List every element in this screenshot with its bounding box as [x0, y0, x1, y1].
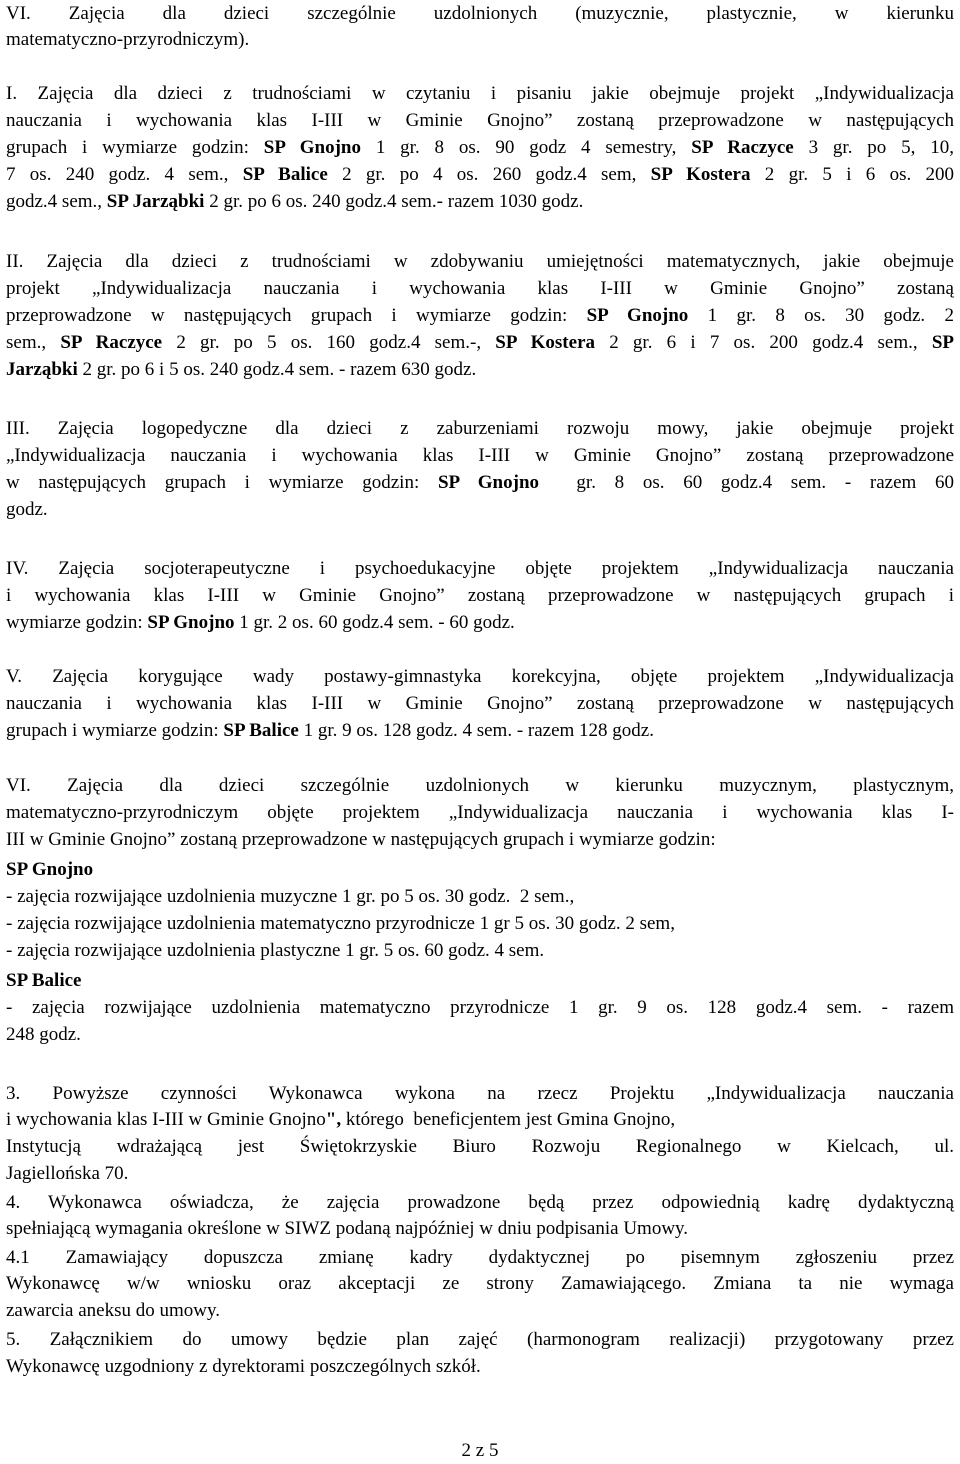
text-segment: 4.1 Zamawiający dopuszcza zmianę kadry dydaktycznej po pisemnym zgłoszeniu przez: [6, 1247, 954, 1268]
text-segment: nauczania i wychowania klas I-III w Gminie Gnojno” zostaną przeprowadzone w następujących: [6, 110, 954, 131]
text-segment: zawarcia aneksu do umowy.: [6, 1300, 221, 1321]
text-line: [6, 1134, 954, 1160]
text-segment: 5. Załącznikiem do umowy będzie plan zajęć (harmonogram realizacji) przygotowany przez: [6, 1329, 954, 1350]
text-line: [6, 276, 954, 302]
text-segment: godz.: [6, 499, 48, 520]
text-line: [6, 416, 954, 442]
bold-text: ",: [325, 1109, 342, 1130]
text-line: [6, 1298, 954, 1324]
text-segment: 2 gr. 6 i 7 os. 200 godz.4 sem.,: [595, 332, 932, 353]
text-segment: Wykonawcę w/w wniosku oraz akceptacji ze strony Zamawiającego. Zmiana ta nie wymaga: [6, 1273, 954, 1294]
text-line: [6, 691, 954, 717]
text-line: [6, 610, 954, 636]
text-line: [6, 857, 954, 883]
bold-text: SP Gnojno: [586, 305, 689, 326]
text-line: [6, 1327, 954, 1353]
text-segment: matematyczno-przyrodniczym objęte projektem „Indywidualizacja nauczania i wychowania klas I-: [6, 802, 954, 823]
text-line: [6, 189, 954, 215]
text-segment: 248 godz.: [6, 1024, 81, 1045]
text-segment: matematyczno-przyrodniczym).: [6, 29, 250, 50]
text-line: [6, 1354, 954, 1380]
text-segment: w następujących grupach i wymiarze godzin:: [6, 472, 438, 493]
text-line: [6, 1, 954, 27]
text-line: [6, 357, 954, 383]
bold-text: SP Raczyce: [691, 137, 794, 158]
text-segment: Wykonawcę uzgodniony z dyrektorami poszczególnych szkół.: [6, 1356, 481, 1377]
text-segment: VI. Zajęcia dla dzieci szczególnie uzdolnionych (muzycznie, plastycznie, w kierunku: [6, 3, 954, 24]
text-segment: II. Zajęcia dla dzieci z trudnościami w zdobywaniu umiejętności matematycznych, jakie obejmuje: [6, 251, 954, 272]
text-line: [6, 800, 954, 826]
text-line: [6, 27, 954, 53]
text-line: [6, 995, 954, 1021]
text-segment: i wychowania klas I-III w Gminie Gnojno: [6, 1109, 326, 1130]
text-line: [6, 249, 954, 275]
bold-text: SP Kostera: [495, 332, 595, 353]
text-segment: 2 gr. 5 i 6 os. 200: [750, 164, 955, 185]
text-segment: - zajęcia rozwijające uzdolnienia muzyczne 1 gr. po 5 os. 30 godz. 2 sem.,: [6, 886, 575, 907]
text-segment: godz.4 sem.,: [6, 191, 107, 212]
text-segment: 3 gr. po 5, 10,: [793, 137, 955, 158]
text-segment: V. Zajęcia korygujące wady postawy-gimnastyka korekcyjna, objęte projektem „Indywidualizacja: [6, 666, 954, 687]
text-segment: 2 gr. po 5 os. 160 godz.4 sem.-,: [162, 332, 496, 353]
text-segment: 7 os. 240 godz. 4 sem.,: [6, 164, 243, 185]
text-segment: VI. Zajęcia dla dzieci szczególnie uzdolnionych w kierunku muzycznym, plastycznym,: [6, 775, 954, 796]
text-segment: - zajęcia rozwijające uzdolnienia plastyczne 1 gr. 5 os. 60 godz. 4 sem.: [6, 940, 545, 961]
text-segment: i wychowania klas I-III w Gminie Gnojno” zostaną przeprowadzone w następujących grupach i: [6, 585, 954, 606]
text-segment: Instytucją wdrażającą jest Świętokrzyskie Biuro Rozwoju Regionalnego w Kielcach, ul.: [6, 1136, 954, 1157]
bold-text: SP Gnojno: [437, 472, 540, 493]
text-line: [6, 583, 954, 609]
text-line: [6, 1081, 954, 1107]
text-segment: - zajęcia rozwijające uzdolnienia matematyczno przyrodnicze 1 gr 5 os. 30 godz. 2 sem,: [6, 913, 675, 934]
text-segment: sem.,: [6, 332, 61, 353]
text-segment: wymiarze godzin:: [6, 612, 148, 633]
text-segment: I. Zajęcia dla dzieci z trudnościami w czytaniu i pisaniu jakie obejmuje projekt „Indywidualizacja: [6, 83, 954, 104]
text-segment: 1 gr. 8 os. 30 godz. 2: [688, 305, 954, 326]
text-line: [6, 135, 954, 161]
bold-text: SP Gnojno: [147, 612, 235, 633]
text-line: [6, 938, 954, 964]
bold-text: SP Jarząbki: [106, 191, 205, 212]
text-line: [6, 330, 954, 356]
text-line: [6, 1190, 954, 1216]
text-segment: którego beneficjentem jest Gmina Gnojno,: [341, 1109, 676, 1130]
bold-text: SP: [931, 332, 955, 353]
page-number: 2 z 5: [461, 1440, 499, 1461]
text-line: [6, 968, 954, 994]
text-segment: 2 gr. po 4 os. 260 godz.4 sem,: [327, 164, 651, 185]
text-line: [6, 470, 954, 496]
text-segment: gr. 8 os. 60 godz.4 sem. - razem 60: [539, 472, 954, 493]
text-segment: nauczania i wychowania klas I-III w Gminie Gnojno” zostaną przeprowadzone w następujących: [6, 693, 954, 714]
text-line: [6, 1022, 954, 1048]
text-segment: przeprowadzone w następujących grupach i wymiarze godzin:: [6, 305, 587, 326]
text-segment: grupach i wymiarze godzin:: [6, 720, 224, 741]
text-segment: 1 gr. 9 os. 128 godz. 4 sem. - razem 128 godz.: [298, 720, 654, 741]
bold-text: SP Gnojno: [263, 137, 361, 158]
text-segment: Jagiellońska 70.: [6, 1163, 129, 1184]
bold-text: SP Raczyce: [60, 332, 163, 353]
text-segment: „Indywidualizacja nauczania i wychowania klas I-III w Gminie Gnojno” zostaną przeprowadzone: [6, 445, 954, 466]
text-segment: 3. Powyższe czynności Wykonawca wykona na rzecz Projektu „Indywidualizacja nauczania: [6, 1083, 954, 1104]
text-segment: 2 gr. po 6 i 5 os. 240 godz.4 sem. - razem 630 godz.: [77, 359, 477, 380]
text-segment: 2 gr. po 6 os. 240 godz.4 sem.- razem 1030 godz.: [204, 191, 584, 212]
bold-text: Jarząbki: [6, 359, 78, 380]
text-line: [6, 911, 954, 937]
text-line: [6, 1216, 954, 1242]
text-line: [6, 884, 954, 910]
bold-text: SP Balice: [242, 164, 328, 185]
text-line: [6, 443, 954, 469]
text-segment: grupach i wymiarze godzin:: [6, 137, 264, 158]
text-segment: spełniającą wymagania określone w SIWZ podaną najpóźniej w dniu podpisania Umowy.: [6, 1218, 689, 1239]
bold-text: SP Kostera: [650, 164, 751, 185]
text-line: [6, 108, 954, 134]
text-line: [6, 556, 954, 582]
text-segment: 1 gr. 2 os. 60 godz.4 sem. - 60 godz.: [234, 612, 515, 633]
text-line: [6, 81, 954, 107]
text-segment: - zajęcia rozwijające uzdolnienia matematyczno przyrodnicze 1 gr. 9 os. 128 godz.4 sem. - razem: [6, 997, 954, 1018]
text-segment: projekt „Indywidualizacja nauczania i wychowania klas I-III w Gminie Gnojno” zostaną: [6, 278, 954, 299]
bold-text: SP Balice: [6, 970, 82, 991]
text-line: [6, 303, 954, 329]
text-line: [6, 664, 954, 690]
text-line: [6, 718, 954, 744]
text-segment: 4. Wykonawca oświadcza, że zajęcia prowadzone będą przez odpowiednią kadrę dydaktyczną: [6, 1192, 954, 1213]
text-line: [6, 1107, 954, 1133]
text-line: [6, 162, 954, 188]
text-line: [6, 773, 954, 799]
text-segment: IV. Zajęcia socjoterapeutyczne i psychoedukacyjne objęte projektem „Indywidualizacja nauczania: [6, 558, 954, 579]
text-segment: III w Gminie Gnojno” zostaną przeprowadzone w następujących grupach i wymiarze godzin:: [6, 829, 716, 850]
bold-text: SP Gnojno: [6, 859, 94, 880]
text-line: [6, 827, 954, 853]
text-segment: 1 gr. 8 os. 90 godz 4 semestry,: [360, 137, 692, 158]
bold-text: SP Balice: [223, 720, 299, 741]
text-line: [6, 1245, 954, 1271]
text-line: [6, 1161, 954, 1187]
text-line: [6, 1271, 954, 1297]
text-segment: III. Zajęcia logopedyczne dla dzieci z zaburzeniami rozwoju mowy, jakie obejmuje projekt: [6, 418, 954, 439]
text-line: [6, 497, 954, 523]
